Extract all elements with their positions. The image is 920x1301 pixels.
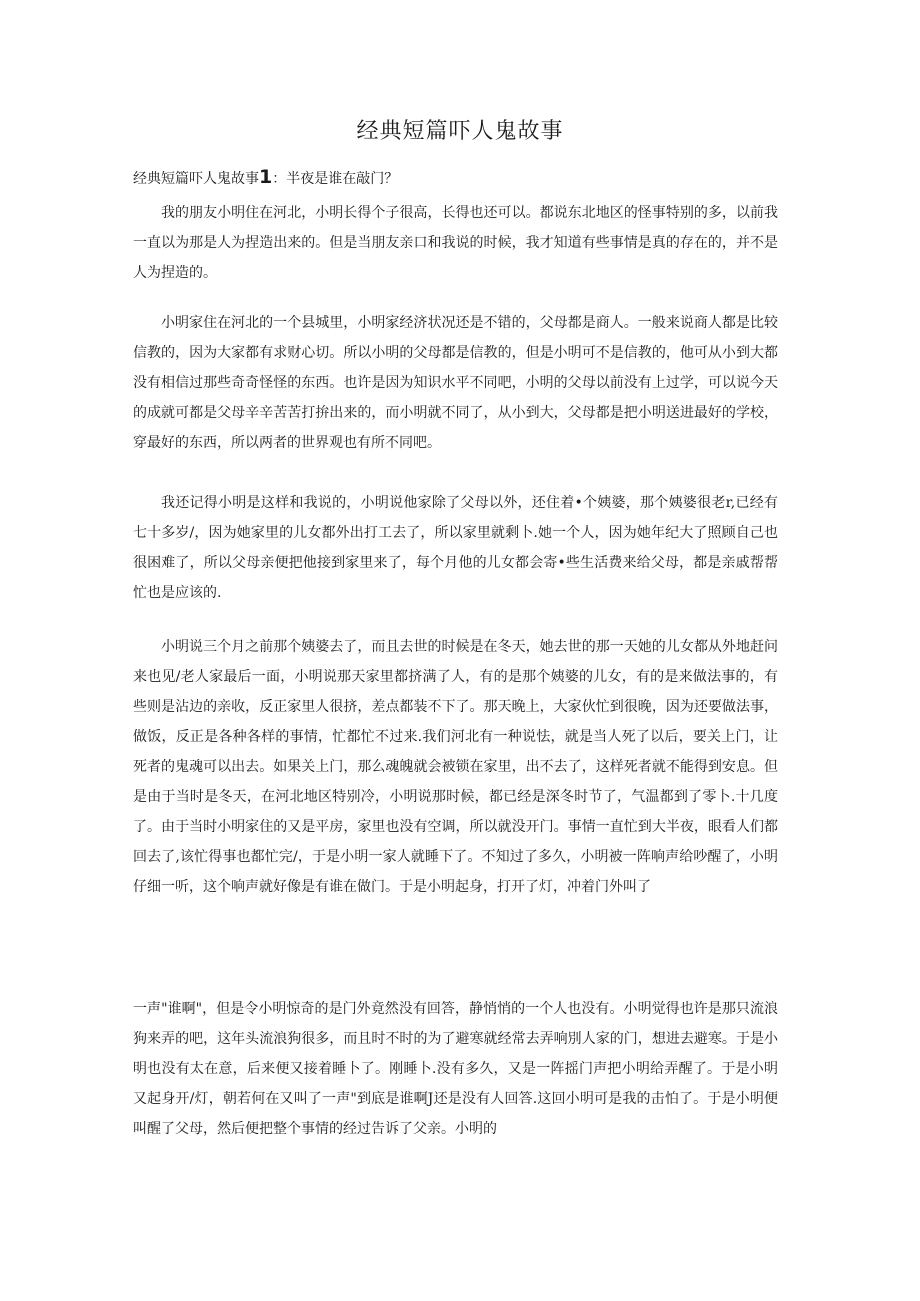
story-heading-suffix: ：半夜是谁在敲门？ xyxy=(272,171,399,187)
story-number: 1 xyxy=(259,166,273,188)
document-title: 经典短篇吓人鬼故事 xyxy=(356,119,564,144)
paragraph-5: 一声"谁啊"，但是令小明惊奇的是门外竟然没有回答，静悄悄的一个人也没有。小明觉得也许是那只流浪狗来弄的吧，这年头流浪狗很多，而且时不时的为了避寒就经常去弄响別人家的门，想进去避寒。于是小明也没有太在意，后来便又接着睡卜了。刚睡卜.没有多久，又是一阵摇门声把小明给弄醒了。于是小明又起身开/灯，朝若何在又叫了一声"到底是谁啊J还是没有人回答.这回小明可是我的击怕了。于是小明便叫醒了父母，然后便把整个事情的经过告诉了父亲。小明的 xyxy=(133,1001,778,1137)
story-heading xyxy=(133,166,398,188)
story-heading-prefix: 经典短篇吓人鬼故事 xyxy=(133,171,259,187)
paragraph-1: 我的朋友小明住在河北，小明长得个子很高，长得也还可以。都说东北地区的怪事特别的多，以前我一直以为那是人为捏造出来的。但是当朋友亲口和我说的时候，我才知道有些事情是真的存在的，并不是人为捏造的。 xyxy=(133,205,778,281)
paragraph-2: 小明家住在河北的一个县城里，小明家经济状况还是不错的，父母都是商人。一般来说商人都是比较信教的，因为大家都有求财心切。所以小明的父母都是信教的，但是小明可不是信教的，他可从小到大都没有相信过那些奇奇怪怪的东西。也许是因为知识水平不同吧，小明的父母以前没有上过学，可以说今天的成就可都是父母辛辛苦苦打拚出来的，而小明就不同了，从小到大，父母都是把小明送进最好的学校，穿最好的东西，所以两者的世界观也有所不同吧。 xyxy=(133,315,778,451)
paragraph-3: 我还记得小明是这样和我说的，小明说他家除了父母以外，还住着•个姨婆，那个姨婆很老r,已经有七十多岁/，因为她家里的儿女都外出打工去了，所以家里就剩卜.她一个人，因为她年纪大了照顾自己也很困难了，所以父母亲便把他接到家里来了，每个月他的儿女都会寄•些生活费来给父母，都是亲戚帮帮忙也是应该的. xyxy=(133,495,778,601)
paragraph-4: 小明说三个月之前那个姨婆去了，而且去世的时候是在冬天，她去世的那一天她的儿女都从外地赶问来也见/老人家最后一面，小明说那天家里都挤满了人，有的是那个姨婆的儿女，有的是来做法事的，有些则是沾边的亲收，反正家里人很挤，差点都装不下了。那天晚上，大家伙忙到很晚，因为还要做法事，做饭，反正是各种各样的事情，忙都忙不过来.我们河北有一种说怯，就是当人死了以后，要关上门，让死者的鬼魂可以出去。如果关上门，那么魂魄就会被锁在家里，出不去了，这样死者就不能得到安息。但是由于当时是冬天，在河北地区特别冷，小明说那时候，都已经是深冬时节了，气温都到了零卜.十几度了。由于当时小明家住的又是平房，家里也没有空调，所以就没开门。事情一直忙到大半夜，眼看人们都回去了,该忙得事也都忙完/，于是小明一家人就睡下了。不知过了多久，小明被一阵响声给吵醒了，小明仔细一听，这个响声就好像是有谁在做门。于是小明起身，打开了灯，冲着门外叫了 xyxy=(133,639,778,895)
